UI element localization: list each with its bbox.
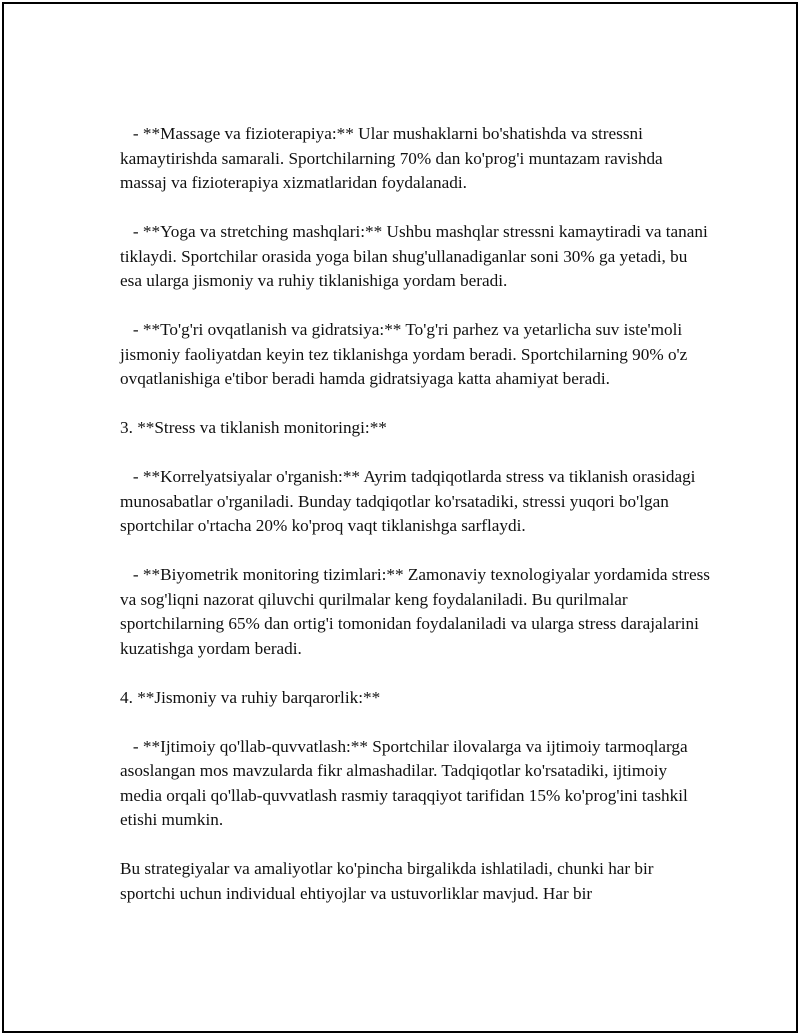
paragraph-text: **To'g'ri ovqatlanish va gidratsiya:** To'g'ri parhez va yetarlicha suv iste'moli jismoniy faoliyatdan keyin tez tiklanishga yordam beradi. Sportchilarning 90% o'z ovqatlanishiga e'tibor beradi hamda gidratsiyaga katta ahamiyat beradi.	[120, 320, 688, 388]
bullet-prefix: -	[120, 124, 143, 143]
bullet-prefix: -	[120, 222, 143, 241]
bullet-prefix: -	[120, 467, 143, 486]
paragraph-biometric	[120, 563, 710, 661]
bullet-prefix: -	[120, 565, 143, 584]
paragraph-text: Bu strategiyalar va amaliyotlar ko'pincha birgalikda ishlatiladi, chunki har bir sportchi uchun individual ehtiyojlar va ustuvorliklar mavjud. Har bir	[120, 859, 654, 903]
paragraph-correlations	[120, 465, 710, 539]
paragraph-social-support	[120, 735, 710, 833]
page-frame	[2, 2, 798, 1033]
paragraph-conclusion	[120, 857, 710, 906]
paragraph-text: **Ijtimoiy qo'llab-quvvatlash:** Sportchilar ilovalarga va ijtimoiy tarmoqlarga asoslangan mos mavzularda fikr almashadilar. Tadqiqotlar ko'rsatadiki, ijtimoiy media orqali qo'llab-quvvatlash rasmiy taraqqiyot tarifidan 15% ko'prog'ini tashkil etishi mumkin.	[120, 736, 688, 829]
section-heading-3	[120, 416, 710, 441]
document-body	[120, 122, 710, 906]
heading-text: 3. **Stress va tiklanish monitoringi:**	[120, 418, 387, 437]
paragraph-nutrition	[120, 318, 710, 392]
heading-text: 4. **Jismoniy va ruhiy barqarorlik:**	[120, 687, 381, 707]
paragraph-text: **Yoga va stretching mashqlari:** Ushbu mashqlar stressni kamaytiradi va tanani tiklaydi. Sportchilar orasida yoga bilan shug'ullanadiganlar soni 30% ga yetadi, bu esa ularga jismoniy va ruhiy tiklanishiga yordam beradi.	[120, 222, 708, 290]
paragraph-text: **Korrelyatsiyalar o'rganish:** Ayrim tadqiqotlarda stress va tiklanish orasidagi munosabatlar o'rganiladi. Bunday tadqiqotlar ko'rsatadiki, stressi yuqori bo'lgan sportchilar o'rtacha 20% ko'proq vaqt tiklanishga sarflaydi.	[120, 467, 696, 535]
paragraph-massage	[120, 122, 710, 196]
paragraph-text: **Massage va fizioterapiya:** Ular mushaklarni bo'shatishda va stressni kamaytirishda samarali. Sportchilarning 70% dan ko'prog'i muntazam ravishda massaj va fizioterapiya xizmatlaridan foydalanadi.	[120, 124, 663, 192]
paragraph-text: **Biyometrik monitoring tizimlari:** Zamonaviy texnologiyalar yordamida stress va sog'liqni nazorat qiluvchi qurilmalar keng foydalaniladi. Bu qurilmalar sportchilarning 65% dan ortig'i tomonidan foydalaniladi va ularga stress darajalarini kuzatishga yordam beradi.	[120, 565, 711, 658]
section-heading-4	[120, 686, 710, 711]
bullet-prefix: -	[120, 320, 143, 339]
bullet-prefix: -	[120, 736, 143, 756]
paragraph-yoga	[120, 220, 710, 294]
